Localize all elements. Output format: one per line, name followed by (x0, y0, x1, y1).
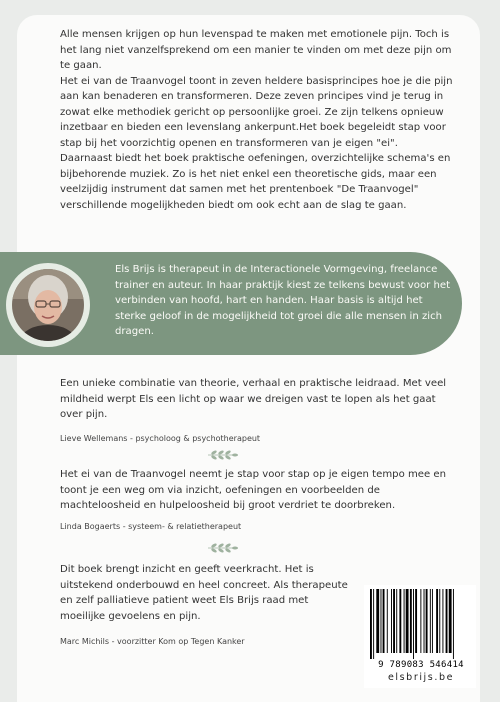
barcode-bar (383, 589, 385, 653)
quote-3-text: Dit boek brengt inzicht en geeft veerkracht. Het is uitstekend onderbouwd en heel concreet. Als therapeute en zelf palliatieve patient weet Els Brijs raad met moeilijke gevoelens en pijn. (60, 564, 348, 622)
barcode-bar (442, 589, 443, 653)
author-bio: Els Brijs is therapeut in de Interactionele Vormgeving, freelance trainer en auteur. In haar praktijk kiest ze telkens bewust voor het verbinden van hoofd, hart en handen. Haar basis is altijd het sterke geloof in de mogelijkheid tot groei die alle mensen in zich dragen. (115, 264, 451, 337)
barcode-bar (381, 589, 382, 653)
barcode-bar (453, 589, 454, 659)
barcode-bar (415, 589, 417, 653)
barcode-bar (420, 589, 421, 653)
barcode-bar (396, 589, 397, 653)
barcode-bar (376, 589, 379, 653)
quote-3-attribution: Marc Michils - voorzitter Kom op Tegen Kanker (60, 637, 245, 646)
laurel-sprig-icon (206, 449, 240, 461)
barcode-digits: 9 789083 546414 (378, 660, 464, 670)
barcode-bar (399, 589, 401, 653)
laurel-sprig-icon (206, 542, 240, 554)
barcode-bar (426, 589, 428, 653)
website: elsbrijs.be (387, 672, 455, 683)
barcode-bar (387, 589, 388, 653)
barcode-bar (436, 589, 438, 653)
quote-1-text: Een unieke combinatie van theorie, verhaal en praktische leidraad. Met veel mildheid werpt Els een licht op waar we dreigen vast te lopen als het gaat over pijn. (60, 378, 447, 420)
barcode-bar (391, 589, 392, 653)
barcode-bar (439, 589, 440, 653)
intro-paragraph-2: Het ei van de Traanvogel toont in zeven heldere basisprincipes hoe je die pijn aan kan benaderen en transformeren. Deze zeven principes vind je terug in zowat elke methodiek gericht op persoonlijke groei. Ze zijn telkens opnieuw inzetbaar en bieden een levenslang ankerpunt.Het boek begeleidt stap voor stap bij het voorzichtig openen en transformeren van je eigen "ei". (60, 75, 453, 149)
barcode-bar (370, 589, 372, 659)
barcode-bar (449, 589, 452, 653)
intro-paragraph-1: Alle mensen krijgen op hun levenspad te maken met emotionele pijn. Toch is het lang niet vanzelfsprekend om een manier te vinden om met deze pijn om te gaan. (60, 29, 452, 71)
barcode-bar (410, 589, 412, 653)
barcode-bar (432, 589, 433, 653)
barcode-bar (430, 589, 431, 653)
barcode-bar (413, 589, 414, 659)
author-portrait (12, 269, 84, 341)
intro-paragraph-3: Daarnaast biedt het boek praktische oefeningen, overzichtelijke schema's en bijbehorende muziek. Zo is het niet enkel een theoretische gids, maar een veelzijdig instrument dat samen met het prentenboek "De Traanvogel" verschillende mogelijkheden biedt om ook echt aan de slag te gaan. (60, 153, 451, 211)
quote-1-attribution: Lieve Wellemans - psycholoog & psychotherapeut (60, 434, 261, 443)
barcode-bar (446, 589, 448, 653)
barcode-bar (424, 589, 425, 653)
quote-2-text: Het ei van de Traanvogel neemt je stap voor stap op je eigen tempo mee en toont je een weg om via inzicht, oefeningen en voorbeelden de machteloosheid en hulpeloosheid bij groot verdriet te doorbreken. (60, 469, 447, 511)
barcode-bar (373, 589, 374, 659)
intro-text (60, 27, 462, 213)
quote-2-attribution: Linda Bogaerts - systeem- & relatietherapeut (60, 522, 242, 531)
barcode-bar (393, 589, 395, 653)
barcode-bars (364, 585, 476, 660)
barcode-bar (406, 589, 409, 653)
barcode-bar (404, 589, 405, 653)
